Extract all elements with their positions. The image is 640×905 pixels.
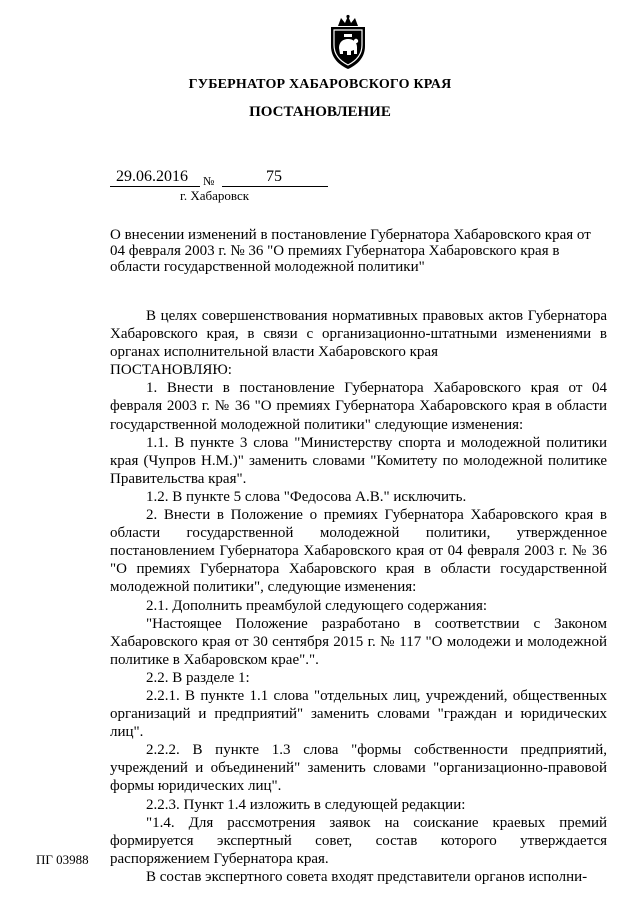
paragraph: "Настоящее Положение разработано в соответствии с Законом Хабаровского края от 30 сентября 2015 г. № 117 "О молодежи и молодежной политике в Хабаровском крае".".: [110, 615, 607, 668]
paragraph: В состав экспертного совета входят представители органов исполни-: [146, 868, 588, 885]
document-body: [110, 307, 607, 886]
paragraph: 2.2.2. В пункте 1.3 слова "формы собственности предприятий, учреждений и объединений" заменить словами "организационно-правовой формы юридических лиц".: [110, 742, 607, 795]
paragraph-decree: ПОСТАНОВЛЯЮ:: [110, 362, 232, 379]
paragraph: 2.2.1. В пункте 1.1 слова "отдельных лиц, учреждений, общественных организаций и предприятий" заменить словами "граждан и юридических лиц".: [110, 687, 607, 741]
number-sign: №: [203, 174, 215, 188]
document-date: 29.06.2016: [110, 168, 200, 187]
paragraph: "1.4. Для рассмотрения заявок на соискание краевых премий формируется экспертный совет, состав которого утверждается распоряжением Губернатора края.: [110, 814, 607, 867]
document-number: 75: [222, 168, 328, 187]
paragraph: 2.2. В разделе 1:: [146, 669, 250, 686]
document-city: г. Хабаровск: [180, 188, 250, 203]
authority-title: ГУБЕРНАТОР ХАБАРОВСКОГО КРАЯ: [188, 77, 452, 92]
paragraph: В целях совершенствования нормативных правовых актов Губернатора Хабаровского края, в связи с организационно-штатными изменениями в органах исполнительной власти Хабаровского края: [110, 308, 607, 361]
document-title: О внесении изменений в постановление Губернатора Хабаровского края от 04 февраля 2003 г. № 36 "О премиях Губернатора Хабаровского края в области государственной молодежной политики": [110, 227, 591, 275]
paragraph: 2.1. Дополнить преамбулой следующего содержания:: [146, 597, 488, 614]
document-type: ПОСТАНОВЛЕНИЕ: [249, 104, 391, 120]
coat-of-arms-icon: [327, 14, 369, 70]
paragraph: 2.2.3. Пункт 1.4 изложить в следующей редакции:: [146, 796, 466, 813]
paragraph: 1.2. В пункте 5 слова "Федосова А.В." исключить.: [146, 488, 467, 505]
paragraph: 1.1. В пункте 3 слова "Министерству спорта и молодежной политики края (Чупров Н.М.)" заменить словами "Комитету по молодежной политике Правительства края".: [110, 434, 607, 487]
paragraph: 1. Внести в постановление Губернатора Хабаровского края от 04 февраля 2003 г. № 36 "О премиях Губернатора Хабаровского края в области государственной молодежной политики" следующие изменения:: [110, 380, 607, 433]
footer-code: ПГ 03988: [36, 852, 89, 867]
paragraph: 2. Внести в Положение о премиях Губернатора Хабаровского края в области государственной молодежной политики, утвержденное постановлением Губернатора Хабаровского края от 04 февраля 2003 г. № 36 "О премиях Губернатора Хабаровского края в области государственной молодежной политики", следующие изменения:: [110, 507, 607, 596]
